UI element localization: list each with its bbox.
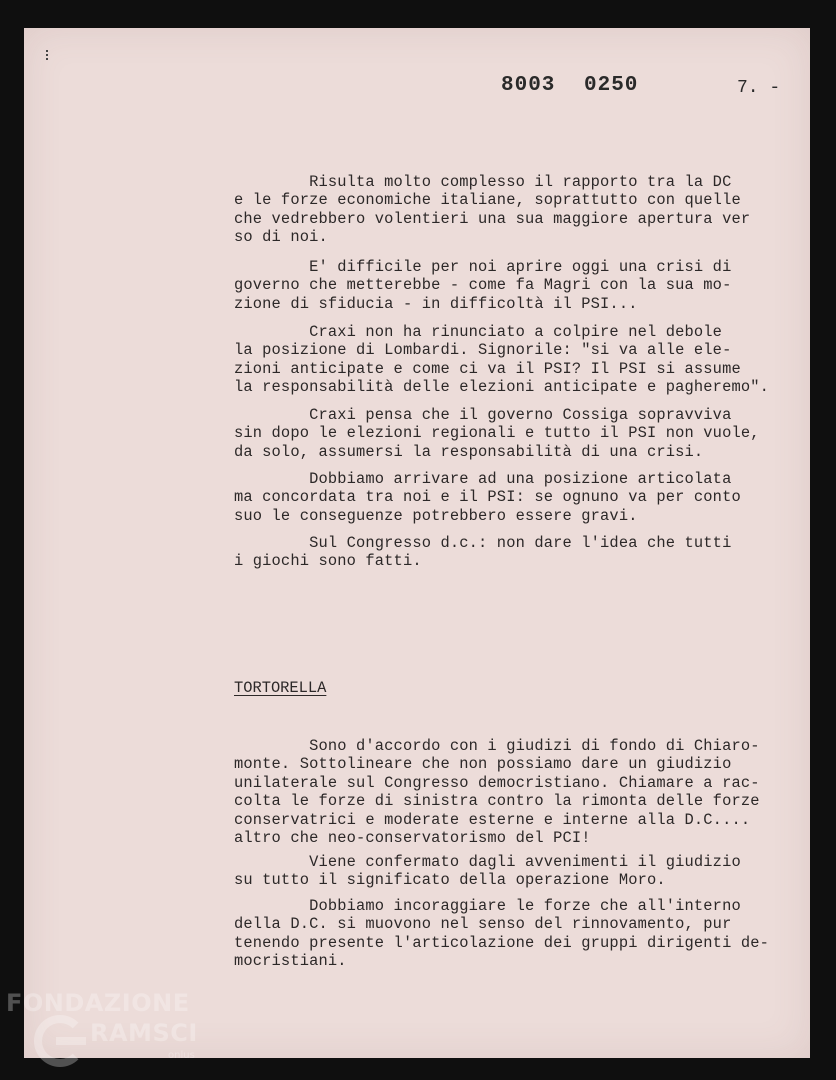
staple-mark	[46, 50, 51, 60]
watermark-line-onlus: onlus	[168, 1050, 195, 1061]
paragraph-craxi-lombardi: Craxi non ha rinunciato a colpire nel debole la posizione di Lombardi. Signorile: "si va alle ele- zioni anticipate e come ci va il PSI? Il PSI si assume la responsabilità delle elezioni anticipate e pagheremo".	[234, 323, 769, 397]
paragraph-cossiga-government: Craxi pensa che il governo Cossiga sopravviva sin dopo le elezioni regionali e tutto il PSI non vuole, da solo, assumersi la responsabilità di una crisi.	[234, 406, 760, 461]
watermark-line-name: RAMSCI	[90, 1019, 198, 1047]
page-number: 7. -	[737, 78, 781, 98]
paragraph-psi-position: Dobbiamo arrivare ad una posizione articolata ma concordata tra noi e il PSI: se ognuno va per conto suo le conseguenze potrebbero essere gravi.	[234, 470, 741, 525]
paragraph-tortorella-agreement: Sono d'accordo con i giudizi di fondo di Chiaro- monte. Sottolineare che non possiamo dare un giudizio unilaterale sul Congresso democristiano. Chiamare a rac- colta le forze di sinistra contro la rimonta delle forze conservatrici e moderate esterne e interne alla D.C.... altro che neo-conservatorismo del PCI!	[234, 737, 760, 848]
archive-number-primary: 8003	[501, 74, 556, 97]
paragraph-dc-congress: Sul Congresso d.c.: non dare l'idea che tutti i giochi sono fatti.	[234, 534, 732, 571]
paragraph-dc-economic-forces: Risulta molto complesso il rapporto tra la DC e le forze economiche italiane, soprattutto con quelle che vedrebbero volentieri una sua maggiore apertura ver so di noi.	[234, 173, 751, 247]
paragraph-operazione-moro: Viene confermato dagli avvenimenti il giudizio su tutto il significato della operazione Moro.	[234, 853, 741, 890]
paragraph-government-crisis: E' difficile per noi aprire oggi una crisi di governo che metterebbe - come fa Magri con la sua mo- zione di sfiducia - in difficoltà il PSI...	[234, 258, 732, 313]
section-heading-speaker: TORTORELLA	[234, 679, 327, 697]
fondazione-gramsci-watermark	[0, 985, 220, 1075]
archive-number-secondary: 0250	[584, 74, 639, 97]
paragraph-renewal-forces: Dobbiamo incoraggiare le forze che all'interno della D.C. si muovono nel senso del rinnovamento, pur tenendo presente l'articolazione dei gruppi dirigenti de- mocristiani.	[234, 897, 769, 971]
watermark-line-foundation: FONDAZIONE	[6, 989, 190, 1017]
g-logo-bar-icon	[56, 1037, 86, 1045]
